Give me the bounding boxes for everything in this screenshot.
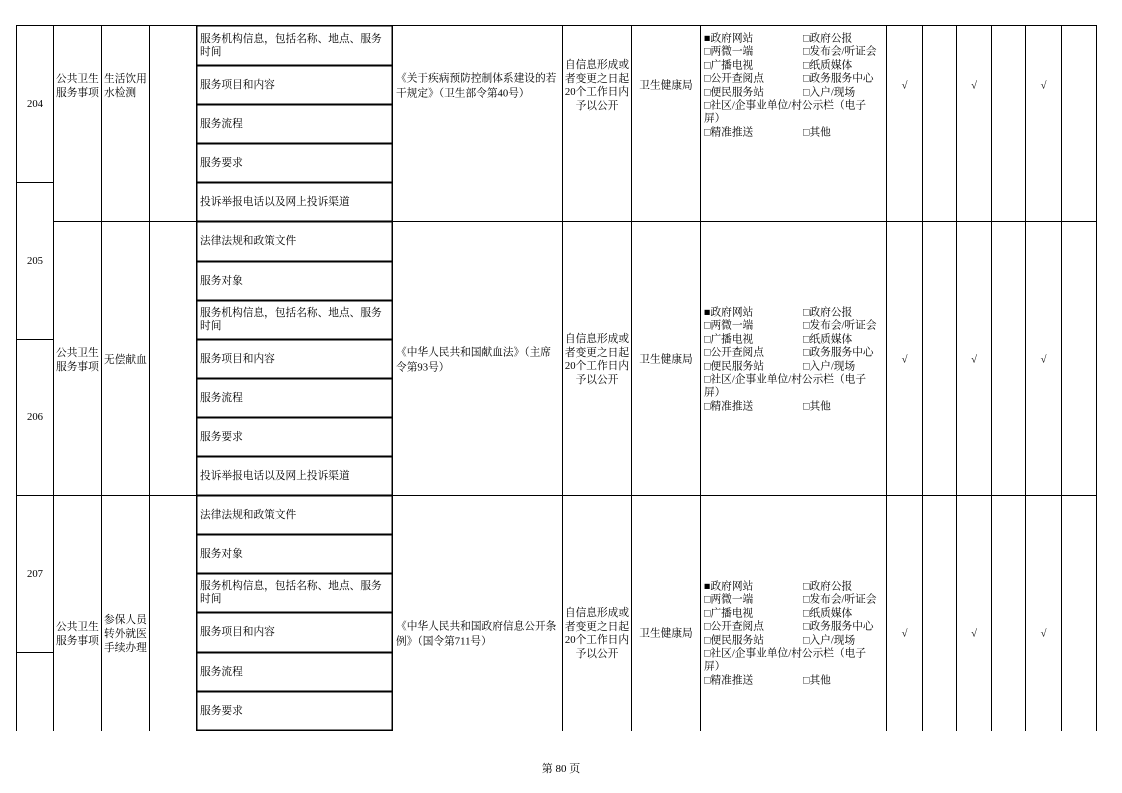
- mark-cell: [922, 495, 957, 731]
- row-number: 204: [26, 97, 44, 110]
- legal-basis-cell: [392, 495, 563, 731]
- content-text: 服务机构信息，包括名称、地点、服务时间: [200, 580, 382, 605]
- legal-basis-cell: [392, 221, 563, 496]
- check-mark: √: [901, 627, 908, 640]
- content-text: 服务要求: [200, 704, 243, 717]
- channel-option: □政务服务中心: [803, 346, 874, 359]
- row-number-cell: [16, 25, 54, 183]
- channel-option: □社区/企事业单位/村公示栏（电子屏）: [704, 647, 867, 673]
- content-text: 服务要求: [200, 430, 243, 443]
- content-cell: [196, 652, 393, 692]
- channels-cell: [700, 495, 887, 731]
- mark-cell: [991, 221, 1026, 496]
- mark-cell: [1025, 495, 1062, 731]
- legal-basis-text: 《中华人民共和国献血法》（主席令第93号）: [396, 346, 551, 373]
- channel-option: □纸质媒体: [803, 333, 853, 346]
- channel-option: □社区/企事业单位/村公示栏（电子屏）: [704, 373, 867, 399]
- channel-option: □政务服务中心: [803, 72, 874, 85]
- row-number-cell: [16, 339, 54, 496]
- content-text: 服务机构信息，包括名称、地点、服务时间: [200, 307, 382, 332]
- channel-option: □两微一端: [704, 593, 754, 606]
- mark-cell: [1061, 221, 1097, 496]
- content-text: 投诉举报电话以及网上投诉渠道: [200, 469, 350, 482]
- channel-option: □广播电视: [704, 333, 754, 346]
- channel-option: ■政府网站: [704, 580, 754, 593]
- agency-cell: [631, 495, 701, 731]
- channels-cell: [700, 221, 887, 496]
- channel-option: □入户/现场: [803, 360, 856, 372]
- check-mark: √: [901, 353, 908, 366]
- content-text: 服务要求: [200, 156, 243, 169]
- agency-cell: [631, 25, 701, 222]
- content-text: 服务流程: [200, 117, 243, 130]
- item-name: 无偿献血: [104, 354, 147, 366]
- channel-option: □发布会/听证会: [803, 319, 877, 332]
- item-cell: [101, 221, 150, 496]
- blank-cell: [149, 221, 197, 496]
- check-mark: √: [971, 627, 977, 640]
- channel-option: □政务服务中心: [803, 620, 874, 633]
- item-cell: [101, 495, 150, 731]
- content-text: 服务项目和内容: [200, 78, 275, 91]
- category-text: 公共卫生服务事项: [56, 621, 99, 647]
- channel-option: □纸质媒体: [803, 59, 853, 72]
- content-text: 服务对象: [200, 274, 243, 287]
- row-number-cell: [16, 182, 54, 340]
- content-text: 服务对象: [200, 547, 243, 560]
- content-text: 法律法规和政策文件: [200, 235, 297, 247]
- channel-option: □入户/现场: [803, 86, 856, 98]
- legal-basis-cell: [392, 25, 563, 222]
- mark-cell: [922, 25, 957, 222]
- channel-option: □公开查阅点: [704, 346, 764, 359]
- mark-cell: [886, 495, 923, 731]
- category-cell: [53, 25, 102, 222]
- channel-option: □其他: [803, 400, 831, 413]
- channel-option: □社区/企事业单位/村公示栏（电子屏）: [704, 99, 867, 125]
- content-text: 服务流程: [200, 665, 243, 678]
- content-text: 法律法规和政策文件: [200, 508, 297, 521]
- mark-cell: [1061, 25, 1097, 222]
- check-mark: √: [1040, 79, 1047, 92]
- row-number-cell: [16, 652, 54, 731]
- content-cell: [196, 691, 393, 731]
- row-number: 206: [26, 411, 44, 423]
- check-mark: √: [1040, 353, 1047, 366]
- content-cell: [196, 143, 393, 183]
- channel-option: □便民服务站: [704, 360, 764, 372]
- channel-option: □政府公报: [803, 306, 853, 319]
- mark-cell: [956, 495, 992, 731]
- channel-option: □入户/现场: [803, 634, 856, 646]
- content-cell: [196, 300, 393, 340]
- content-cell: [196, 339, 393, 379]
- content-cell: [196, 495, 393, 535]
- channel-option: □纸质媒体: [803, 607, 853, 620]
- content-cell: [196, 221, 393, 262]
- check-mark: √: [971, 353, 977, 366]
- content-text: 服务项目和内容: [200, 626, 275, 638]
- item-name: 生活饮用水检测: [104, 73, 147, 99]
- channel-option: □便民服务站: [704, 634, 764, 646]
- content-cell: [196, 378, 393, 418]
- content-cell: [196, 417, 393, 457]
- content-cell: [196, 104, 393, 144]
- row-number: 205: [26, 254, 44, 267]
- mark-cell: [922, 221, 957, 496]
- channel-option: □两微一端: [704, 45, 754, 58]
- check-mark: √: [1040, 627, 1047, 640]
- agency-cell: [631, 221, 701, 496]
- mark-cell: [886, 25, 923, 222]
- channel-option: □发布会/听证会: [803, 593, 877, 606]
- category-cell: [53, 495, 102, 731]
- item-cell: [101, 25, 150, 222]
- channel-option: □精准推送: [704, 674, 754, 687]
- content-cell: [196, 456, 393, 496]
- channel-option: □公开查阅点: [704, 72, 764, 85]
- category-text: 公共卫生服务事项: [56, 347, 99, 373]
- content-cell: [196, 573, 393, 613]
- channel-option: □发布会/听证会: [803, 45, 877, 58]
- disclosure-timeline-cell: [562, 495, 632, 731]
- category-text: 公共卫生服务事项: [56, 73, 99, 99]
- blank-cell: [149, 25, 197, 222]
- channel-list: [701, 32, 886, 139]
- content-text: 服务流程: [200, 391, 243, 404]
- disclosure-timeline-text: 自信息形成或者变更之日起20个工作日内予以公开: [564, 333, 630, 386]
- blank-cell: [149, 495, 197, 731]
- disclosure-timeline-text: 自信息形成或者变更之日起20个工作日内予以公开: [564, 59, 630, 112]
- channel-option: □精准推送: [704, 126, 754, 139]
- mark-cell: [1025, 221, 1062, 496]
- content-text: 服务机构信息，包括名称、地点、服务时间: [200, 32, 382, 58]
- channel-option: □广播电视: [704, 607, 754, 620]
- category-cell: [53, 221, 102, 496]
- disclosure-timeline-cell: [562, 221, 632, 496]
- channel-option: □精准推送: [704, 400, 754, 413]
- row-number-cell: [16, 495, 54, 653]
- channel-option: □两微一端: [704, 319, 754, 332]
- page-number: 第 80 页: [541, 763, 581, 775]
- channel-option: □便民服务站: [704, 86, 764, 98]
- channel-option: ■政府网站: [704, 32, 754, 45]
- content-cell: [196, 65, 393, 105]
- channel-option: □其他: [803, 126, 831, 139]
- channels-cell: [700, 25, 887, 222]
- legal-basis-text: 《关于疾病预防控制体系建设的若干规定》（卫生部令第40号）: [396, 72, 557, 99]
- disclosure-timeline-text: 自信息形成或者变更之日起20个工作日内予以公开: [564, 607, 630, 660]
- content-text: 服务项目和内容: [200, 352, 275, 365]
- mark-cell: [956, 25, 992, 222]
- channel-option: □广播电视: [704, 59, 754, 72]
- mark-cell: [1061, 495, 1097, 731]
- disclosure-timeline-cell: [562, 25, 632, 222]
- mark-cell: [1025, 25, 1062, 222]
- content-cell: [196, 261, 393, 301]
- channel-option: □政府公报: [803, 32, 853, 45]
- agency-text: 卫生健康局: [639, 627, 693, 640]
- channel-option: □公开查阅点: [704, 620, 764, 633]
- legal-basis-text: 《中华人民共和国政府信息公开条例》（国令第711号）: [396, 620, 557, 647]
- channel-list: [701, 580, 886, 687]
- content-cell: [196, 612, 393, 653]
- item-name: 参保人员转外就医手续办理: [104, 614, 147, 654]
- content-text: 投诉举报电话以及网上投诉渠道: [200, 195, 350, 208]
- content-cell: [196, 182, 393, 222]
- check-mark: √: [971, 79, 977, 92]
- content-cell: [196, 534, 393, 574]
- agency-text: 卫生健康局: [639, 79, 693, 92]
- channel-option: □其他: [803, 674, 831, 687]
- agency-text: 卫生健康局: [639, 353, 693, 366]
- mark-cell: [991, 495, 1026, 731]
- check-mark: √: [901, 79, 908, 92]
- mark-cell: [956, 221, 992, 496]
- mark-cell: [991, 25, 1026, 222]
- row-number: 207: [26, 567, 44, 580]
- channel-option: □政府公报: [803, 580, 853, 593]
- channel-list: [701, 306, 886, 413]
- channel-option: ■政府网站: [704, 306, 754, 319]
- content-cell: [196, 25, 393, 66]
- mark-cell: [886, 221, 923, 496]
